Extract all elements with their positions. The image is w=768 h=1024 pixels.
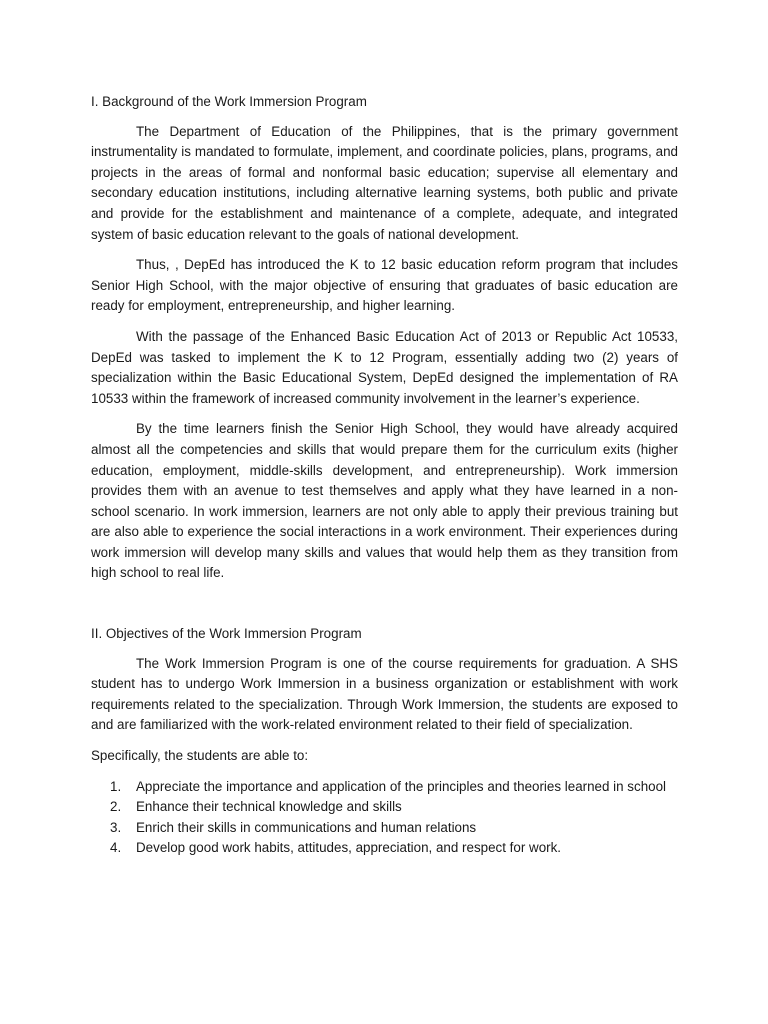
list-item-text: Enhance their technical knowledge and skills xyxy=(136,799,402,815)
section-1-heading: I. Background of the Work Immersion Program xyxy=(91,94,367,109)
list-item-number: 3. xyxy=(110,819,122,835)
list-item xyxy=(91,818,678,839)
section-1-paragraph: With the passage of the Enhanced Basic Education Act of 2013 or Republic Act 10533, DepEd was tasked to implement the K to 12 Program, essentially adding two (2) years of specialization within the Basic Educational System, DepEd designed the implementation of RA 10533 within the framework of increased community involvement in the learner’s experience. xyxy=(91,328,678,406)
section-spacer xyxy=(91,594,678,624)
section-1-paragraph: The Department of Education of the Philippines, that is the primary government instrumentality is mandated to formulate, implement, and coordinate policies, plans, programs, and projects in the areas of formal and nonformal basic education; supervise all elementary and secondary education institutions, including alternative learning systems, both public and private and provide for the establishment and maintenance of a complete, adequate, and integrated system of basic education relevant to the goals of national development. xyxy=(91,123,678,242)
list-item xyxy=(91,838,678,859)
section-2-heading: II. Objectives of the Work Immersion Program xyxy=(91,626,362,642)
list-item xyxy=(91,777,678,798)
list-item-number: 2. xyxy=(110,799,122,815)
list-item-text: Appreciate the importance and application of the principles and theories learned in school xyxy=(136,778,667,794)
objectives-intro: Specifically, the students are able to: xyxy=(91,748,309,764)
list-item-text: Enrich their skills in communications and human relations xyxy=(136,819,477,835)
list-item xyxy=(91,797,678,818)
section-1-paragraph: By the time learners finish the Senior High School, they would have already acquired almost all the competencies and skills that would prepare them for the curriculum exits (higher education, employment, middle-skills development, and entrepreneurship). Work immersion provides them with an avenue to test themselves and apply what they have learned in a non-school scenario. In work immersion, learners are not only able to apply their previous training but are also able to experience the social interactions in a work environment. Their experiences during work immersion will develop many skills and values that would help them as they transition from high school to real life. xyxy=(91,421,678,581)
objectives-list xyxy=(91,777,678,859)
section-2-paragraph: The Work Immersion Program is one of the course requirements for graduation. A SHS student has to undergo Work Immersion in a business organization or establishment with work requirements related to the specialization. Through Work Immersion, the students are exposed to and are familiarized with the work-related environment related to their field of specialization. xyxy=(91,655,678,733)
list-item-number: 4. xyxy=(110,840,122,856)
document-page xyxy=(91,92,678,859)
section-1-paragraph: Thus, , DepEd has introduced the K to 12 basic education reform program that includes Senior High School, with the major objective of ensuring that graduates of basic education are ready for employment, entrepreneurship, and higher learning. xyxy=(91,257,678,314)
list-item-text: Develop good work habits, attitudes, appreciation, and respect for work. xyxy=(136,840,562,856)
list-item-number: 1. xyxy=(110,778,122,794)
